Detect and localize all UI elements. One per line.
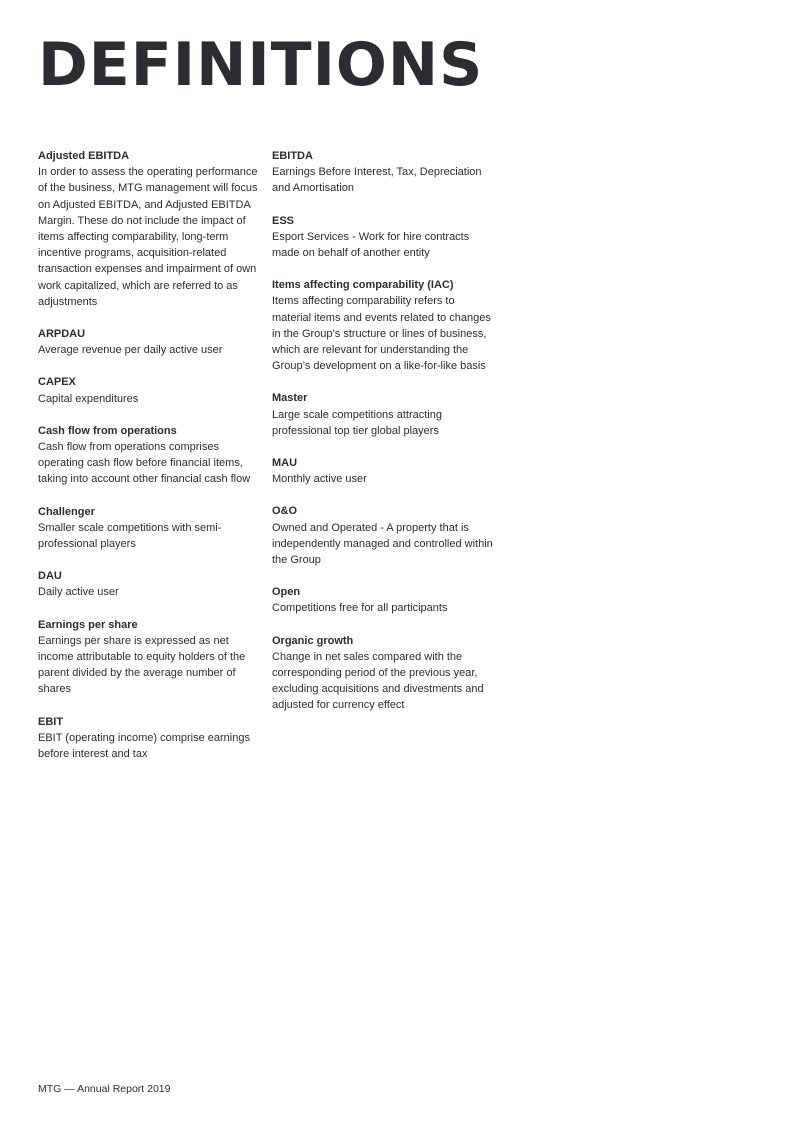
definition-entry-arpdau	[38, 326, 260, 358]
definition-entry-ebit	[38, 714, 260, 763]
definition-term: Earnings per share	[38, 618, 138, 631]
definition-term: Master	[272, 392, 308, 405]
definition-term: CAPEX	[38, 376, 76, 389]
definition-entry-iac	[272, 277, 494, 374]
definition-text: Daily active user	[38, 586, 119, 599]
definition-term: EBITDA	[272, 150, 313, 162]
definition-entry-cash-flow-from-operations	[38, 423, 260, 488]
definition-term: Challenger	[38, 505, 95, 518]
definition-entry-ebitda	[272, 148, 494, 197]
definition-entry-mau	[272, 455, 494, 487]
definition-text: Earnings per share is expressed as net income attributable to equity holders of the parent divided by the average number of shares	[38, 634, 246, 696]
definition-term: Adjusted EBITDA	[38, 150, 130, 162]
definitions-left-column	[38, 148, 260, 778]
definition-text: Items affecting comparability refers to material items and events related to changes in the Group’s structure or lines of business, which are relevant for understanding the Group’s development on a like-for-like basis	[272, 295, 491, 373]
definition-text: Earnings Before Interest, Tax, Depreciation and Amortisation	[272, 166, 482, 195]
definition-text: Large scale competitions attracting professional top tier global players	[272, 408, 442, 437]
definition-text: Change in net sales compared with the corresponding period of the previous year, excluding acquisitions and divestments and adjusted for currency effect	[272, 650, 484, 712]
definition-entry-open	[272, 584, 494, 616]
definition-term: Items affecting comparability (IAC)	[272, 279, 454, 292]
definition-entry-organic-growth	[272, 633, 494, 714]
definition-term: ARPDAU	[38, 328, 86, 341]
definition-term: ESS	[272, 214, 295, 227]
definition-entry-earnings-per-share	[38, 617, 260, 698]
definition-term: MAU	[272, 457, 298, 470]
definition-entry-ess	[272, 213, 494, 262]
page-footer: MTG — Annual Report 2019	[38, 1083, 171, 1095]
definition-text: Average revenue per daily active user	[38, 344, 223, 357]
definition-text: In order to assess the operating performance of the business, MTG management will focus on Adjusted EBITDA, and Adjusted EBITDA Margin. These do not include the impact of items affecting comparability, long-term incentive programs, acquisition-related transaction expenses and impairment of own work capitalized, which are referred to as adjustments	[38, 166, 258, 308]
page-title: DEFINITIONS	[38, 30, 484, 100]
definition-text: Monthly active user	[272, 473, 367, 486]
definition-text: Competitions free for all participants	[272, 602, 448, 615]
definition-text: EBIT (operating income) comprise earnings before interest and tax	[38, 731, 250, 761]
definition-entry-dau	[38, 568, 260, 600]
definition-entry-o-and-o	[272, 503, 494, 568]
definition-term: DAU	[38, 570, 62, 583]
definition-term: Cash flow from operations	[38, 424, 177, 437]
definition-term: EBIT	[38, 715, 64, 728]
definitions-right-column	[272, 148, 494, 730]
definition-entry-adjusted-ebitda	[38, 148, 260, 310]
definition-text: Capital expenditures	[38, 392, 139, 405]
definition-entry-master	[272, 390, 494, 439]
definition-term: Organic growth	[272, 634, 354, 647]
definition-entry-capex	[38, 374, 260, 406]
definition-text: Smaller scale competitions with semi-professional players	[38, 521, 222, 551]
definition-term: O&O	[272, 505, 298, 518]
definition-text: Esport Services - Work for hire contracts made on behalf of another entity	[272, 230, 470, 260]
definition-term: Open	[272, 586, 301, 599]
definition-text: Owned and Operated - A property that is independently managed and controlled within the Group	[272, 521, 493, 567]
definition-text: Cash flow from operations comprises operating cash flow before financial items, taking into account other financial cash flow	[38, 441, 251, 486]
definition-entry-challenger	[38, 504, 260, 553]
